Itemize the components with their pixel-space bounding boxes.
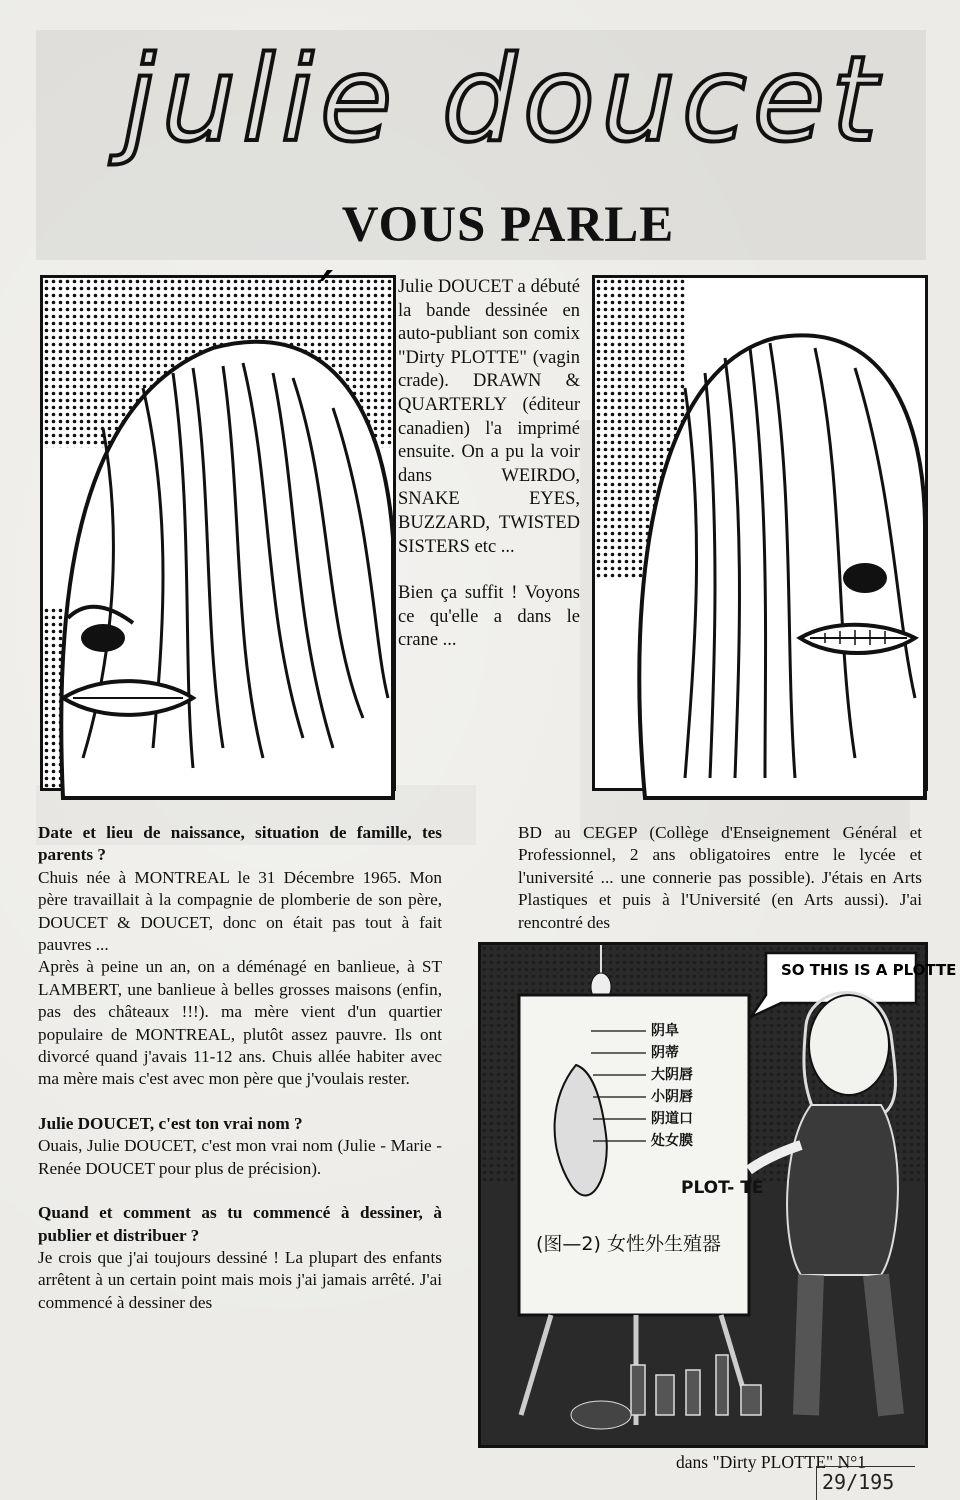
comic-panel-plotte bbox=[478, 942, 957, 1448]
chart-label: 小阴唇 bbox=[651, 1089, 693, 1105]
intro-paragraph: Bien ça suffit ! Voyons ce qu'elle a dans le crane ... bbox=[398, 583, 580, 651]
question: Quand et comment as tu commencé à dessiner, à publier et distribuer ? bbox=[38, 1203, 442, 1245]
answer: Chuis née à MONTREAL le 31 Décembre 1965. Mon père travaillait à la compagnie de plomberie de son père, DOUCET & DOUCET, donc on était pas tout à fait pauvres ... bbox=[38, 867, 442, 955]
answer: Je crois que j'ai toujours dessiné ! La plupart des enfants arrêtent à un certain point mais mois j'ai jamais arrêté. J'ai commencé à dessiner des bbox=[38, 1247, 442, 1312]
question: Date et lieu de naissance, situation de famille, tes parents ? bbox=[38, 823, 442, 865]
page-number: 29/195 bbox=[822, 1470, 895, 1494]
interview-column-left bbox=[38, 822, 442, 1314]
comic-art-right bbox=[595, 278, 925, 788]
chart-label: 阴蒂 bbox=[651, 1045, 679, 1061]
chart-caption: (图—2) 女性外生殖器 bbox=[536, 1233, 721, 1255]
script-title bbox=[108, 10, 898, 190]
comic-panel-left bbox=[40, 263, 396, 791]
comic-art-left bbox=[43, 263, 393, 788]
question: Julie DOUCET, c'est ton vrai nom ? bbox=[38, 1113, 303, 1133]
script-title-text: julie doucet bbox=[122, 30, 884, 168]
answer: Ouais, Julie DOUCET, c'est mon vrai nom (Julie - Marie - Renée DOUCET pour plus de précision). bbox=[38, 1136, 442, 1178]
accent-mark: ´ bbox=[308, 263, 338, 333]
comic-art-plotte bbox=[481, 945, 957, 1445]
chart-label: 阴道口 bbox=[651, 1111, 693, 1127]
answer-continuation: BD au CEGEP (Collège d'Enseignement Général et Professionnel, 2 ans obligatoires entre le lycée et l'université ... une connerie pas possible). J'étais en Arts Plastiques et puis à l'Université (en Arts aussi). J'ai rencontré des bbox=[518, 823, 922, 932]
plotte-label: PLOT- TE bbox=[681, 1178, 764, 1198]
panel-caption: dans "Dirty PLOTTE" N°1 bbox=[676, 1452, 866, 1472]
chart-label: 处女膜 bbox=[651, 1133, 693, 1149]
subtitle: VOUS PARLE bbox=[341, 197, 675, 253]
answer: Après à peine un an, on a déménagé en banlieue, à ST LAMBERT, une banlieue à belles grosses maisons (enfin, pas des châteaux !!!). ma mère vient d'un quartier populaire de MONTREAL, plutôt assez pauvre. Ils ont divorcé quand j'avais 11-12 ans. Chuis allée habiter avec ma mère mais c'est avec mon père que j'voulais rester. bbox=[38, 957, 442, 1089]
chart-label: 阴阜 bbox=[651, 1023, 679, 1039]
intro-text bbox=[398, 276, 580, 676]
speech-bubble-text: SO THIS IS A PLOTTE bbox=[781, 961, 957, 979]
interview-column-right bbox=[518, 822, 922, 934]
page-number-stamp bbox=[816, 1466, 916, 1500]
intro-paragraph: Julie DOUCET a débuté la bande dessinée en auto-publiant son comix "Dirty PLOTTE" (vagin crade). DRAWN & QUARTERLY (éditeur canadien) l'a imprimé ensuite. On a pu la voir dans WEIRDO, SNAKE EYES, BUZZARD, TWISTED SISTERS etc ... bbox=[398, 277, 580, 557]
comic-panel-right bbox=[592, 275, 928, 791]
chart-label: 大阴唇 bbox=[651, 1067, 693, 1083]
